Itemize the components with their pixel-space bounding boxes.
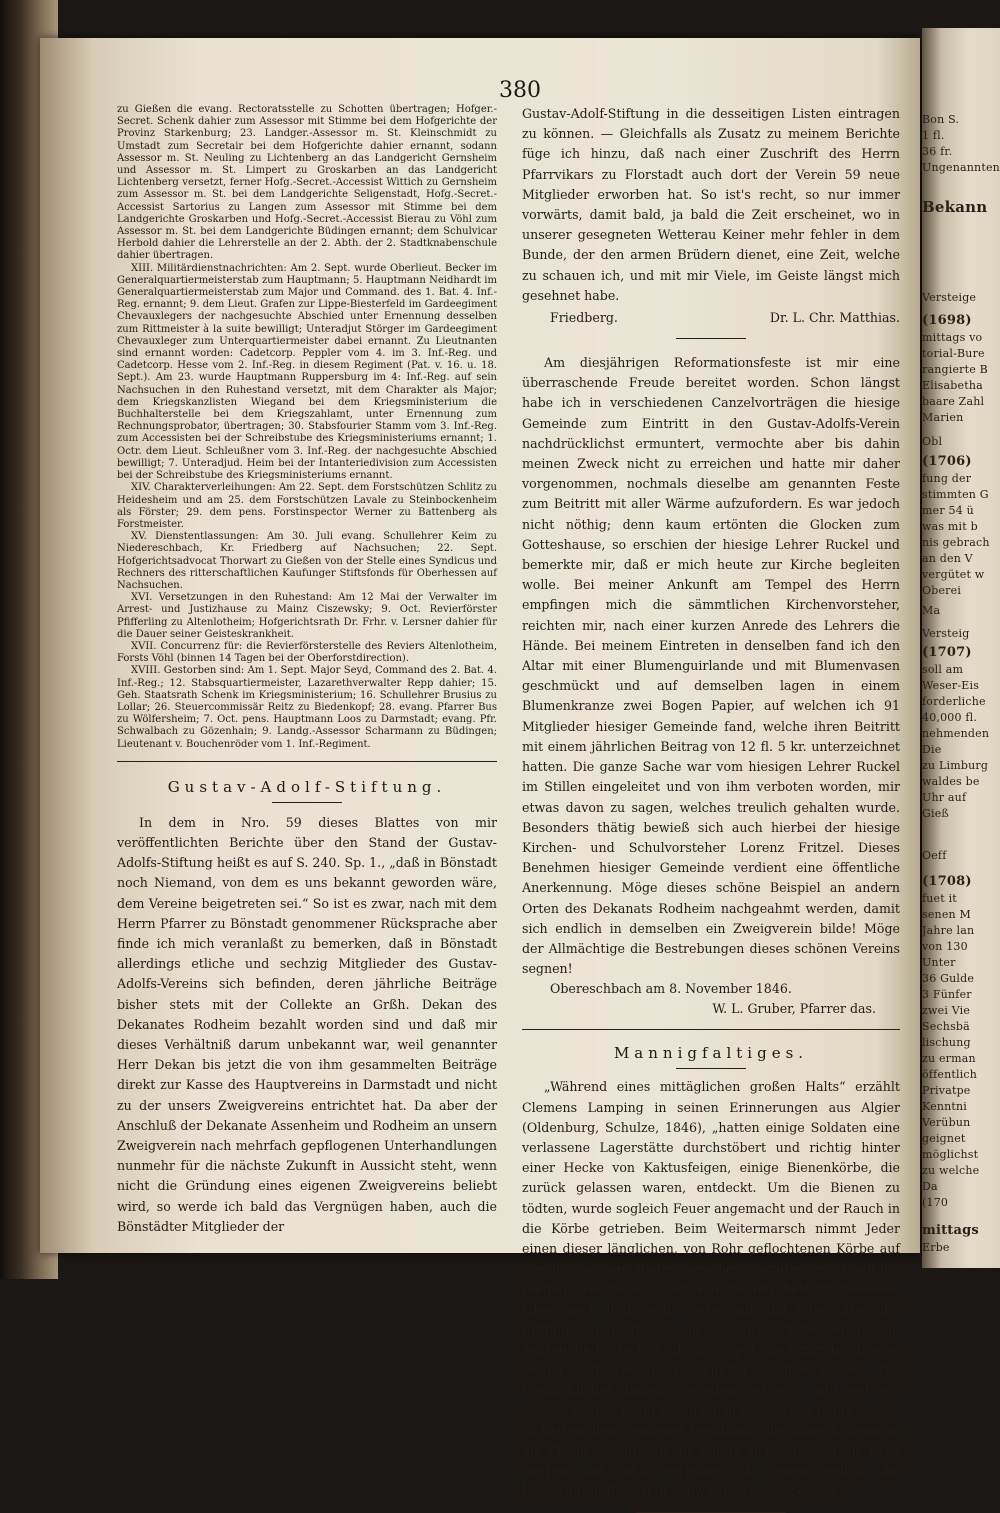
margin-fragment: Marien [922, 411, 964, 424]
left-column [117, 104, 497, 1237]
margin-fragment: Unter [922, 956, 956, 969]
margin-fragment: 36 Gulde [922, 972, 975, 985]
official-notices [117, 104, 497, 751]
margin-fragment: zwei Vie [922, 1004, 971, 1017]
margin-fragment: Verübun [922, 1116, 971, 1129]
margin-fragment: Die [922, 743, 942, 756]
margin-fragment: (1707) [922, 645, 972, 660]
margin-fragment: vergütet w [922, 568, 985, 581]
margin-fragment: zu erman [922, 1052, 976, 1065]
margin-fragment: Gieß [922, 807, 949, 820]
margin-fragment: an den V [922, 552, 973, 565]
margin-fragment: mer 54 ü [922, 504, 974, 517]
signature-place: Friedberg. [550, 310, 618, 326]
margin-fragment: fung der [922, 472, 972, 485]
heading-rule [676, 1068, 746, 1069]
signature-friedberg [522, 308, 900, 328]
margin-fragment: (1706) [922, 454, 972, 469]
section-heading-gustav-adolf: Gustav-Adolf-Stiftung. [167, 777, 447, 796]
margin-fragment: nehmenden [922, 727, 990, 740]
margin-fragment: mittags [922, 1223, 979, 1238]
margin-fragment: torial-Bure [922, 347, 985, 360]
margin-fragment: 36 fr. [922, 145, 953, 158]
signature-gruber: W. L. Gruber, Pfarrer das. [712, 1001, 876, 1017]
margin-fragment: waldes be [922, 775, 980, 788]
section-heading-mannigfaltiges: Mannigfaltiges. [613, 1044, 809, 1063]
notice-section-16: XVI. Versetzungen in den Ruhestand: Am 12 Mai der Verwalter im Arrest- und Justizhause zu Mainz Ciszewsky; 9. Oct. Revierförster Pfifferling zu Altenlotheim; Hofgerichtsrath Dr. Frhr. v. Lersner dahier für die Dauer seiner Geisteskrankheit. [117, 592, 497, 640]
margin-fragment: (1708) [922, 874, 972, 889]
margin-fragment: was mit b [922, 520, 978, 533]
end-rule [636, 1512, 786, 1513]
margin-fragment: lischung [922, 1036, 971, 1049]
margin-fragment: Oberei [922, 584, 962, 597]
margin-fragment: möglichst [922, 1148, 979, 1161]
reformation-article: Am diesjährigen Reformationsfeste ist mir eine überraschende Freude bereitet worden. Schon längst habe ich in verschiedenen Canzelvorträgen die hiesige Gemeinde zum Eintritt in den Gustav-Adolfs-Verein nachdrücklichst ermuntert, vermochte aber bis dahin meinen Zweck nicht zu erreichen und hatte mir daher vorgenommen, nochmals dieselbe am genannten Feste zum Beitritt mit aller Wärme aufzufordern. Es war jedoch nicht nöthig; denn kaum ertönten die Glocken zum Gotteshause, so erschien der hiesige Lehrer Ruckel und bemerkte mir, daß er mich heute zur Kirche begleiten wolle. Bei meiner Ankunft am Tempel des Herrn empfingen mich die sämmtlichen Kirchenvorsteher, reichten mir, nach einer kurzen Anrede des Lehrers die Hände. Bei meinem Eintreten in denselben fand ich den Altar mit einer Blumenguirlande und mit Blumenvasen geschmückt und auf demselben lagen in einem Blumenkranze zwei Bogen Papier, auf welchen ich 91 Mitglieder hiesiger Gemeinde fand, welche ihren Beitritt mit einem jährlichen Beitrag von 12 fl. 5 kr. unterzeichnet hatten. Die ganze Sache war vom hiesigen Lehrer Ruckel im Stillen eingeleitet und von ihm verboten worden, mir etwas davon zu sagen, welches treulich gehalten wurde. Besonders thätig bewieß sich auch hierbei der hiesige Kirchen- und Schulvorsteher Lorenz Fritzel. Dieses Benehmen hiesiger Gemeinde verdient eine öffentliche Anerkennung. Möge dieses schöne Beispiel an andern Orten des Dekanats Rodheim nachgeahmt werden, damit sich endlich in demselben ein Zweigverein bilde! Möge der Allmächtige die Bestrebungen dieses schönen Vereins segnen! [522, 355, 900, 977]
margin-fragment: Ungenannten [922, 161, 1000, 174]
signature-name: Dr. L. Chr. Matthias. [769, 310, 900, 326]
right-column [522, 104, 900, 1513]
margin-fragment: 40,000 fl. [922, 711, 978, 724]
signature-date: Obereschbach am 8. November 1846. [550, 981, 792, 997]
margin-fragment: Weser-Eis [922, 679, 980, 692]
margin-fragment: nis gebrach [922, 536, 990, 549]
margin-fragment: stimmten G [922, 488, 989, 501]
notice-section-17: XVII. Concurrenz für: die Revierförsterstelle des Reviers Altenlotheim, Forsts Vöhl (binnen 14 Tagen bei der Oberforstdirection). [117, 640, 497, 665]
margin-fragment: Da [922, 1180, 938, 1193]
section-divider [117, 761, 497, 762]
margin-fragment: zu Limburg [922, 759, 989, 772]
margin-fragment: Versteige [922, 291, 977, 304]
margin-fragment: Elisabetha [922, 379, 983, 392]
margin-fragment: 1 fl. [922, 129, 945, 142]
article-divider [676, 338, 746, 339]
page-number: 380 [499, 78, 541, 103]
margin-fragment: Oeff [922, 849, 947, 862]
notice-section-15: XV. Dienstentlassungen: Am 30. Juli evang. Schullehrer Keim zu Niedereschbach, Kr. Friedberg auf Nachsuchen; 22. Sept. Hofgerichtsadvocat Thorwart zu Gießen von der Stelle eines Syndicus und Rechners des ritterschaftlichen Kaufunger Stiftsfonds für Oberhessen auf Nachsuchen. [117, 531, 497, 591]
notice-section-18: XVIII. Gestorben sind: Am 1. Sept. Major Seyd, Command des 2. Bat. 4. Inf.-Reg.; 12. Stabsquartiermeister, Lazarethverwalter Repp dahier; 15. Geh. Staatsrath Schenk im Kriegsministerium; 16. Schullehrer Brusius zu Lollar; 26. Steuercommissär Reitz zu Biedenkopf; 28. evang. Pfarrer Bus zu Wölfersheim; 7. Oct. pens. Hauptmann Loos zu Darmstadt; evang. Pfr. Schwalbach zu Gözenhain; 9. Landg.-Assessor Scharmann zu Büdingen; Lieutenant v. Bouchenröder vom 1. Inf.-Regiment. [117, 665, 497, 750]
margin-fragment: baare Zahl [922, 395, 985, 408]
margin-fragment: Uhr auf [922, 791, 967, 804]
margin-fragment: öffentlich [922, 1068, 978, 1081]
margin-fragment: soll am [922, 663, 964, 676]
margin-fragment: Ma [922, 604, 941, 617]
margin-fragment: Privatpe [922, 1084, 971, 1097]
margin-fragment: geignet [922, 1132, 966, 1145]
margin-fragment: Jahre lan [922, 924, 975, 937]
margin-fragment: fuet it [922, 892, 957, 905]
margin-fragment: mittags vo [922, 331, 983, 344]
facing-page-edge [922, 28, 1000, 1268]
margin-fragment: zu welche [922, 1164, 980, 1177]
margin-fragment: (170 [922, 1196, 949, 1209]
margin-fragment: von 130 [922, 940, 968, 953]
margin-fragment: Kenntni [922, 1100, 968, 1113]
margin-fragment: Bekann [922, 198, 988, 216]
margin-fragment: (1698) [922, 313, 972, 328]
margin-fragment: Versteig [922, 627, 970, 640]
gustav-adolf-article: In dem in Nro. 59 dieses Blattes von mir veröffentlichten Berichte über den Stand der Gustav-Adolfs-Stiftung heißt es auf S. 240. Sp. 1., „daß in Bönstadt noch Niemand, von dem es uns bekannt geworden wäre, dem Vereine beigetreten sei.“ So ist es zwar, nach mit dem Herrn Pfarrer zu Bönstadt genommener Rücksprache aber finde ich mich veranlaßt zu bemerken, daß in Bönstadt allerdings etliche und sechzig Mitglieder des Gustav-Adolfs-Vereins sich befinden, deren jährliche Beiträge bisher stets mit der Collekte an Grßh. Dekan des Dekanates Rodheim bezahlt worden sind und daß mir dieses Verhältniß darum unbekannt war, weil genannter Herr Dekan bis jetzt die von ihm gesammelten Beiträge direkt zur Kasse des Hauptvereins in Darmstadt und nicht zu der unsers Zweigvereins entrichtet hat. Da aber der Anschluß der Dekanate Assenheim und Rodheim an unsern Zweigverein nach mehrfach gepflogenen Unterhandlungen nunmehr für die nächste Zukunft in Aussicht steht, wenn nicht die Gründung eines eigenen Zweigvereins beliebt wird, so werde ich bald das Vergnügen haben, auch die Bönstädter Mitglieder der [117, 814, 497, 1234]
notice-section-13: XIII. Militärdienstnachrichten: Am 2. Sept. wurde Oberlieut. Becker im Generalquartiermeisterstab zum Hauptmann; 5. Hauptmann Neidhardt im Generalquartiermeisterstab zum Major und Command. des 1. Bat. 4. Inf.-Reg. ernannt; 9. dem Lieut. Grafen zur Lippe-Biesterfeld im Gardeegiment Chevauxlegers der nachgesuchte Abschied unter Ernennung desselben zum Rittmeister à la suite bewilligt; Unteradjut Störger im Gardeegiment Chevauxleger zum Unterquartiermeister dabei ernannt. Zu Lieutnanten sind ernannt worden: Cadetcorp. Peppler vom 4. im 3. Inf.-Reg. und Cadetcorp. Hesse vom 2. Inf.-Reg. in diesem Regiment (Pat. v. 16. u. 18. Sept.). Am 23. wurde Hauptmann Ruppersburg im 4: Inf.-Reg. auf sein Nachsuchen in den Ruhestand versetzt, mit dem Charakter als Major; dem Kriegskanzlisten Wiegand bei dem Kriegsministerium die Buchhalterstelle bei dem Kriegszahlamt, unter Ernennung zum Rechnungsprobator, übertragen; 30. Stabsfourier Stamm vom 3. Inf.-Reg. zum Accessisten bei der Schreibstube des Kriegsministeriums ernannt; 1. Octr. dem Lieut. Schleußner vom 3. Inf.-Reg. der nachgesuchte Abschied bewilligt; 7. Unteradjud. Heim bei der Intanteriedivision zum Accessisten bei der Schreibstube des Kriegsministeriums ernannt. [117, 262, 497, 482]
margin-fragment: 3 Fünfer [922, 988, 972, 1001]
margin-fragment: forderliche [922, 695, 986, 708]
notice-intro: zu Gießen die evang. Rectoratsstelle zu Schotten übertragen; Hofger.-Secret. Schenk dahier zum Assessor mit Stimme bei dem Hofgerichte der Provinz Starkenburg; 23. Landger.-Assessor m. St. Kleinschmidt zu Umstadt zum Secretair bei dem Hofgerichte dahier ernannt, sodann Assessor m. St. Neuling zu Lichtenberg an das Landgericht Gernsheim und Assessor m. St. Limpert zu Groskarben an das Landgericht Lichtenberg versetzt, ferner Hofg.-Secret.-Accessist Wittich zu Gernsheim zum Assessor m. St. bei dem Landgerichte Seligenstadt, Hofg.-Secret.-Accessist Sartorius zu Langen zum Assessor mit Stimme bei dem Landgerichte Groskarben und Hofg.-Secret.-Accessist Bierau zu Vöhl zum Assessor m. St. bei dem Landgerichte Büdingen ernannt; dem Schulvicar Herbold dahier die Lehrerstelle an der 2. Abth. der 2. Stadtknabenschule dahier übertragen. [117, 104, 497, 262]
margin-fragment: rangierte B [922, 363, 988, 376]
section-divider [522, 1029, 900, 1030]
margin-fragment: Bon S. [922, 113, 960, 126]
margin-fragment: Erbe [922, 1241, 950, 1254]
gustav-adolf-continuation: Gustav-Adolf-Stiftung in die desseitigen Listen eintragen zu können. — Gleichfalls als Zusatz zu meinem Berichte füge ich hinzu, daß nach einer Zuschrift des Herrn Pfarrvikars zu Florstadt auch dort der Verein 59 neue Mitglieder erworben hat. So ist's recht, so nur immer vorwärts, damit bald, ja bald die Zeit erscheinet, wo in unserer gesegneten Wetterau Keiner mehr fehler in dem Bunde, der den armen Brüdern dienet, eine Zeit, welche zu schauen ich, und mit mir Viele, im Geiste längst mich gesehnet habe. [522, 106, 900, 303]
notice-section-14: XIV. Charakterverleihungen: Am 22. Sept. dem Forstschützen Schlitz zu Heidesheim und am 25. dem Forstschützen Lavale zu Steinbockenheim als Förster; 29. dem pens. Forstinspector Werner zu Battenberg als Forstmeister. [117, 482, 497, 530]
heading-rule [272, 802, 342, 803]
margin-fragment: Sechsbä [922, 1020, 970, 1033]
mannigfaltiges-article: „Während eines mittäglichen großen Halts“ erzählt Clemens Lamping in seinen Erinnerungen aus Algier (Oldenburg, Schulze, 1846), „hatten einige Soldaten eine verlassene Lagerstätte durchstöbert und richtig hinter einer Hecke von Kaktusfeigen, einige Bienenkörbe, die zurück gelassen waren, entdeckt. Um die Bienen zu tödten, wurde sogleich Feuer angemacht und der Rauch in die Körbe getrieben. Beim Weitermarsch nimmt Jeder einen dieser länglichen, von Rohr geflochtenen Körbe auf den Rücken, um später dieselben auszubeuten. Allein die Bienen, welche von dem Rauche nur betäubt gewesen, leben nach und nach wieder auf und fallen über die Entführer her. Diese, auf das gräßlichste zerstochen, werfen die Körbe fort, allein zu spät, die erzürnten Bienen heften sich wie die Eumeniden an ihre Fersen. Die Unglücklichen laufen, springen, schreien laut auf vor Schmerz, Alles rennt durch einander; kurz es fehlte wenig, so hätten diese winzigen Geschöpfe die ganze Kolonne in die Flucht geschlagen. Es mußte sich Alles auf die Erde werfen und ruhig verhalten, da zogen endlich die besänftigten Bienen in Schwärmen wieder davon.“ [522, 1079, 900, 1499]
margin-fragment: senen M [922, 908, 971, 921]
margin-fragment: Obl [922, 435, 943, 448]
